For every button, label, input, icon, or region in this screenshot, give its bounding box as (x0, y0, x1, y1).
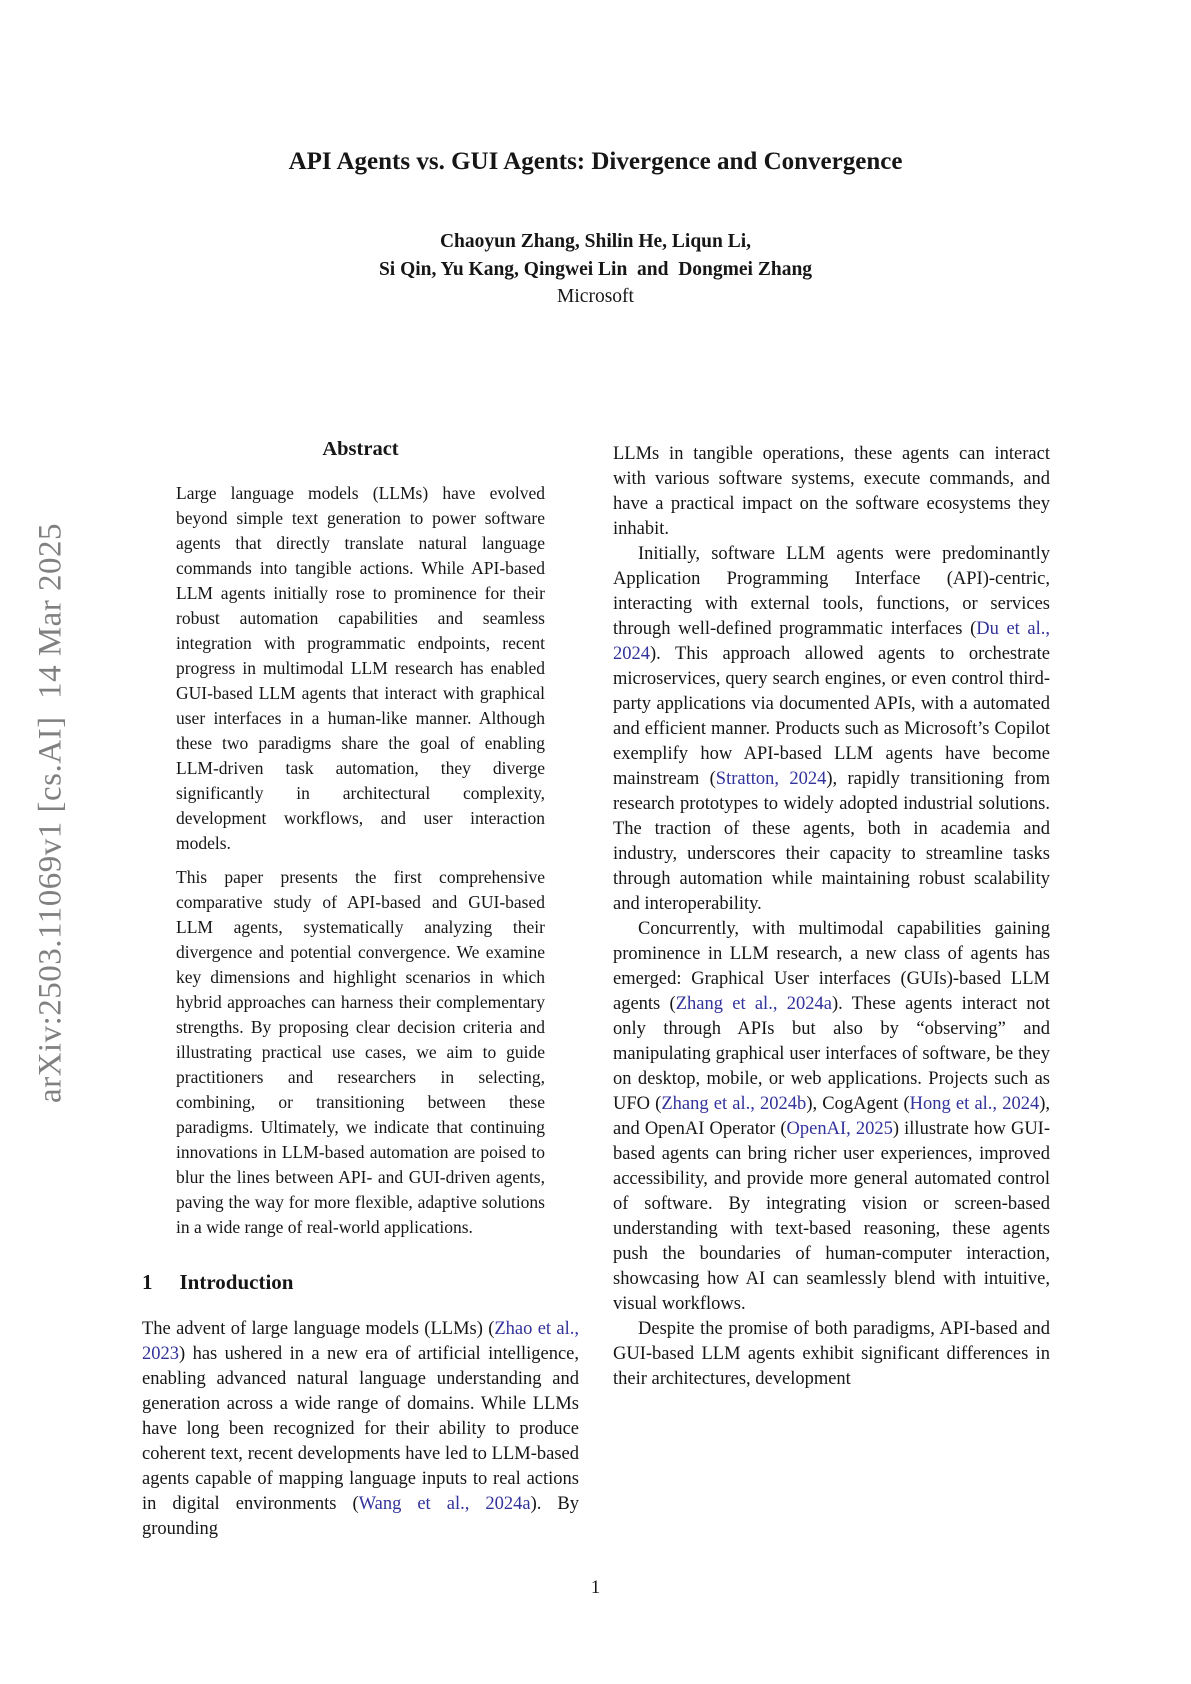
text-segment: Despite the promise of both paradigms, API-based and GUI-based LLM agents exhibit significant differences in their architectures, development (613, 1319, 1050, 1389)
text-segment: ), CogAgent ( (806, 1094, 910, 1114)
text-segment: ). This approach allowed agents to orchestrate microservices, query search engines, or even control third-party applications via documented APIs, with a automated and efficient manner. Products such as Microsoft’s Copilot exemplify how API-based LLM agents have become mainstream ( (613, 644, 1050, 789)
text-segment: This paper presents the first comprehensive comparative study of API-based and GUI-based LLM agents, systematically analyzing their divergence and potential convergence. We examine key dimensions and highlight scenarios in which hybrid approaches can harness their complementary strengths. By proposing clear decision criteria and illustrating practical use cases, we aim to guide practitioners and researchers in selecting, combining, or transitioning between these paradigms. Ultimately, we indicate that continuing innovations in LLM-based automation are poised to blur the lines between API- and GUI-driven agents, paving the way for more flexible, adaptive solutions in a wide range of real-world applications. (176, 867, 545, 1237)
paragraph (176, 865, 545, 1240)
section-heading-introduction (142, 1269, 579, 1295)
text-segment: Concurrently, with multimodal capabilities gaining prominence in LLM research, a new class of agents has emerged: Graphical User interfaces (GUIs)-based LLM agents ( (613, 919, 1050, 1014)
citation-link[interactable]: Zhao et al., 2023 (142, 1319, 579, 1364)
left-column (142, 437, 579, 1542)
text-segment: ) illustrate how GUI-based agents can bring richer user experiences, improved accessibility, and provide more general automated control of software. By integrating vision or screen-based understanding with text-based reasoning, these agents push the boundaries of human-computer interaction, showcasing how AI can seamlessly blend with intuitive, visual workflows. (613, 1119, 1050, 1314)
abstract-body (142, 481, 579, 1240)
paragraph (613, 442, 1050, 542)
citation-link[interactable]: OpenAI, 2025 (786, 1119, 893, 1139)
abstract-section (142, 437, 579, 1240)
authors-block (0, 228, 1191, 311)
citation-link[interactable]: Stratton, 2024 (715, 769, 827, 789)
author-line-1: Chaoyun Zhang, Shilin He, Liqun Li, (439, 231, 752, 252)
text-segment: The advent of large language models (LLMs) ( (142, 1319, 495, 1339)
page-number: 1 (590, 1578, 601, 1598)
paragraph (613, 1317, 1050, 1392)
author-line-2: Si Qin, Yu Kang, Qingwei Lin and Dongmei Zhang (378, 258, 813, 280)
text-segment: Large language models (LLMs) have evolved beyond simple text generation to power software agents that directly translate natural language commands into tangible actions. While API-based LLM agents initially rose to prominence for their robust automation capabilities and seamless integration with programmatic endpoints, recent progress in multimodal LLM research has enabled GUI-based LLM agents that interact with graphical user interfaces in a human-like manner. Although these two paradigms share the goal of enabling LLM-driven task automation, they diverge significantly in architectural complexity, development workflows, and user interaction models. (176, 483, 545, 853)
section-title: Introduction (179, 1270, 294, 1294)
citation-link[interactable]: Zhang et al., 2024a (675, 994, 832, 1014)
text-segment: ), rapidly transitioning from research prototypes to widely adopted industrial solutions. The traction of these agents, both in academia and industry, underscores their capacity to streamline tasks through automation while maintaining robust scalability and interoperability. (613, 769, 1050, 914)
text-segment: ). These agents interact not only through APIs but also by “observing” and manipulating graphical user interfaces of software, be they on desktop, mobile, or web applications. Projects such as UFO ( (613, 994, 1050, 1114)
text-segment: LLMs in tangible operations, these agents can interact with various software systems, execute commands, and have a practical impact on the software ecosystems they inhabit. (613, 444, 1050, 539)
text-segment: Initially, software LLM agents were predominantly Application Programming Interface (API)-centric, interacting with external tools, functions, or services through well-defined programmatic interfaces ( (613, 544, 1050, 639)
text-segment: ), and OpenAI Operator ( (613, 1094, 1051, 1139)
introduction-right-text (613, 442, 1050, 1392)
affiliation: Microsoft (557, 286, 634, 307)
paragraph (142, 1317, 579, 1542)
arxiv-watermark: arXiv:2503.11069v1 [cs.AI] 14 Mar 2025 (32, 522, 69, 1104)
right-column (613, 442, 1050, 1392)
text-segment: ). By grounding (142, 1494, 580, 1539)
introduction-left-text (142, 1317, 579, 1542)
paragraph (176, 481, 545, 856)
citation-link[interactable]: Wang et al., 2024a (358, 1494, 531, 1514)
abstract-heading: Abstract (322, 438, 399, 460)
citation-link[interactable]: Zhang et al., 2024b (661, 1094, 807, 1114)
paper-title: API Agents vs. GUI Agents: Divergence and Convergence (288, 148, 903, 175)
citation-link[interactable]: Hong et al., 2024 (909, 1094, 1040, 1114)
citation-link[interactable]: Du et al., 2024 (613, 619, 1051, 664)
text-segment: ) has ushered in a new era of artificial intelligence, enabling advanced natural language understanding and generation across a wide range of domains. While LLMs have long been recognized for their ability to produce coherent text, recent developments have led to LLM-based agents capable of mapping language inputs to real actions in digital environments ( (142, 1344, 579, 1514)
paragraph (613, 917, 1050, 1317)
section-number: 1 (142, 1270, 153, 1294)
paragraph (613, 542, 1050, 917)
